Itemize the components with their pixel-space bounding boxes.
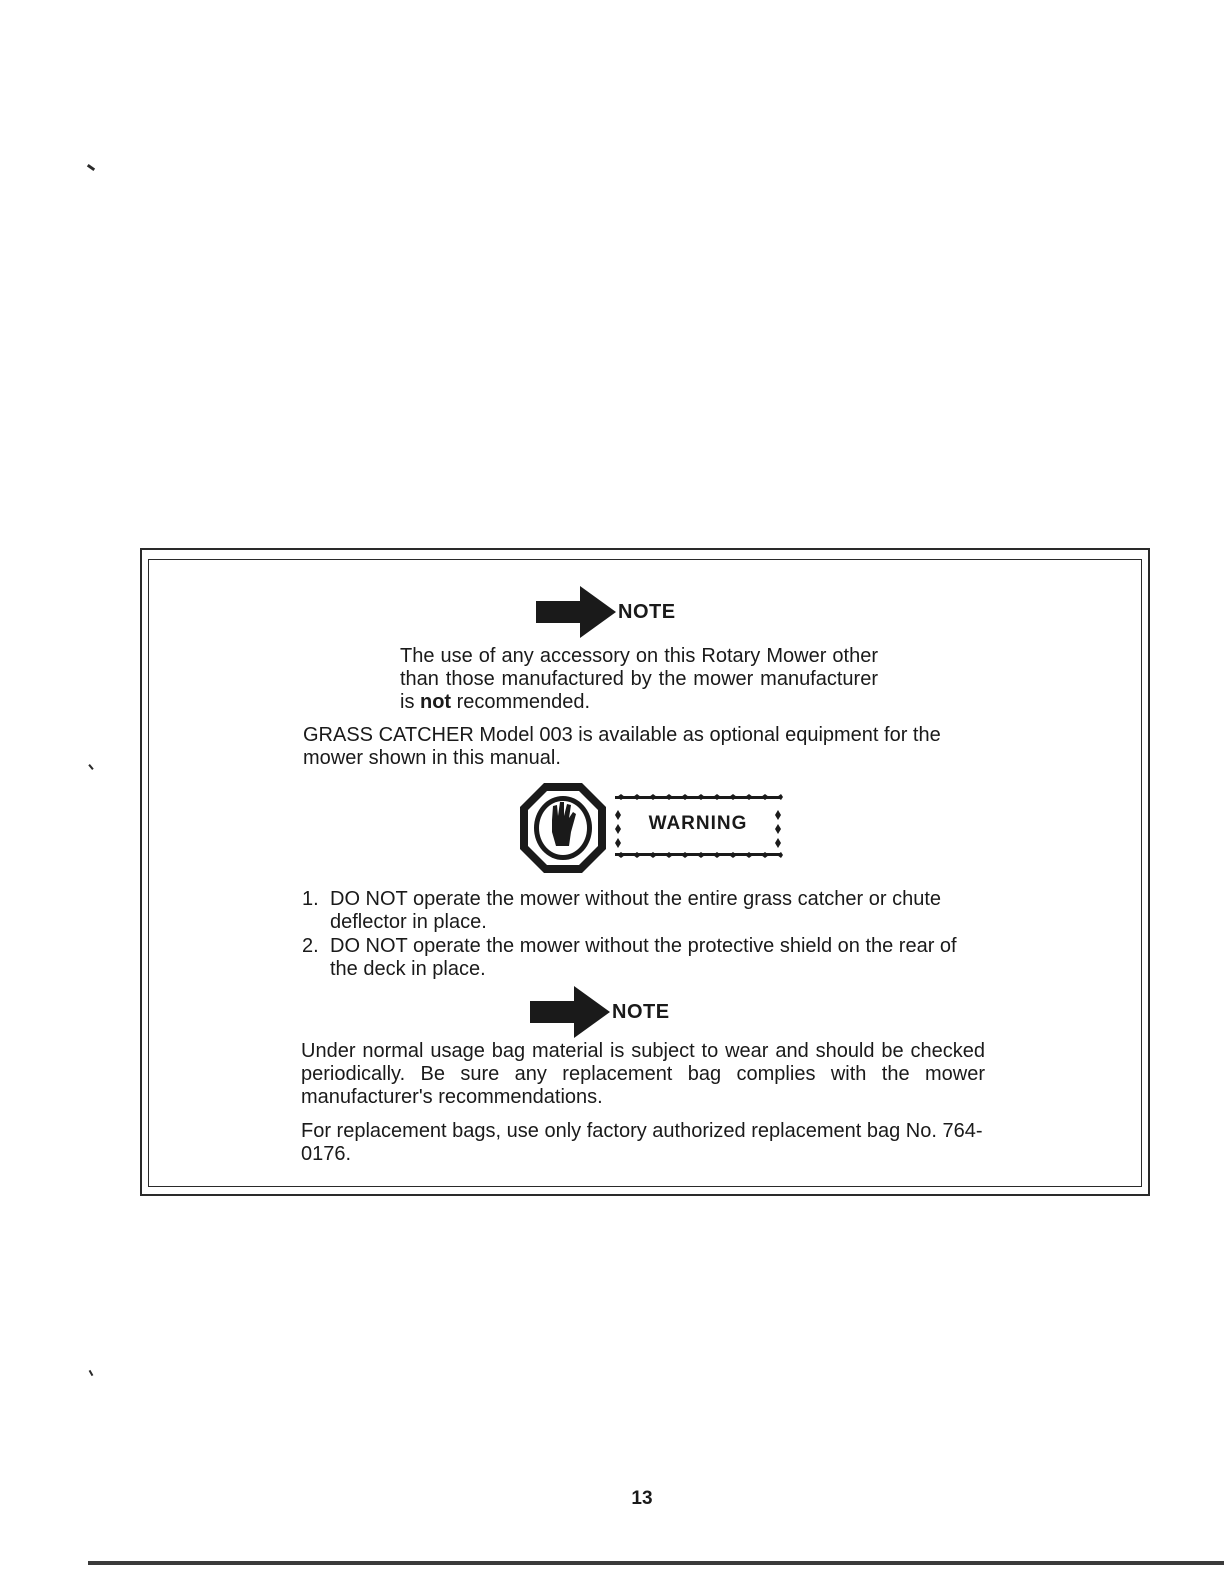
note-label: NOTE xyxy=(612,1000,670,1023)
note-heading-bottom xyxy=(530,986,670,1038)
scan-mark xyxy=(89,1370,94,1376)
list-item-number: 2. xyxy=(302,935,319,957)
list-item-number: 1. xyxy=(302,888,319,910)
emphasis-not: not xyxy=(420,691,452,713)
arrow-right-icon xyxy=(536,586,616,638)
list-item xyxy=(302,888,986,934)
note-top-text: The use of any accessory on this Rotary Mower other than those manufactured by the mower manufacturer is not recommended. xyxy=(400,645,878,713)
scan-mark xyxy=(87,164,95,171)
note-label: NOTE xyxy=(618,600,676,623)
stop-hand-icon xyxy=(517,780,609,881)
page-number: 13 xyxy=(631,1488,653,1509)
bottom-rule xyxy=(88,1561,1224,1565)
arrow-right-icon xyxy=(530,986,610,1038)
list-item-text: DO NOT operate the mower without the protective shield on the rear of the deck in place. xyxy=(330,935,957,980)
warning-list xyxy=(302,888,986,982)
note-bottom-text: Under normal usage bag material is subject to wear and should be checked periodically. Be sure any replacement bag complies with the mower manufacturer's recommendations. xyxy=(301,1040,985,1108)
list-item xyxy=(302,935,986,981)
scan-mark xyxy=(88,764,93,770)
list-item-text: DO NOT operate the mower without the entire grass catcher or chute deflector in place. xyxy=(330,888,942,933)
warning-label: WARNING xyxy=(648,813,748,834)
replacement-text: For replacement bags, use only factory authorized replacement bag No. 764-0176. xyxy=(301,1120,983,1165)
grass-catcher-text: GRASS CATCHER Model 003 is available as optional equipment for the mower shown in this manual. xyxy=(303,724,941,769)
warning-emblem xyxy=(517,780,787,876)
note-heading-top xyxy=(536,586,676,638)
